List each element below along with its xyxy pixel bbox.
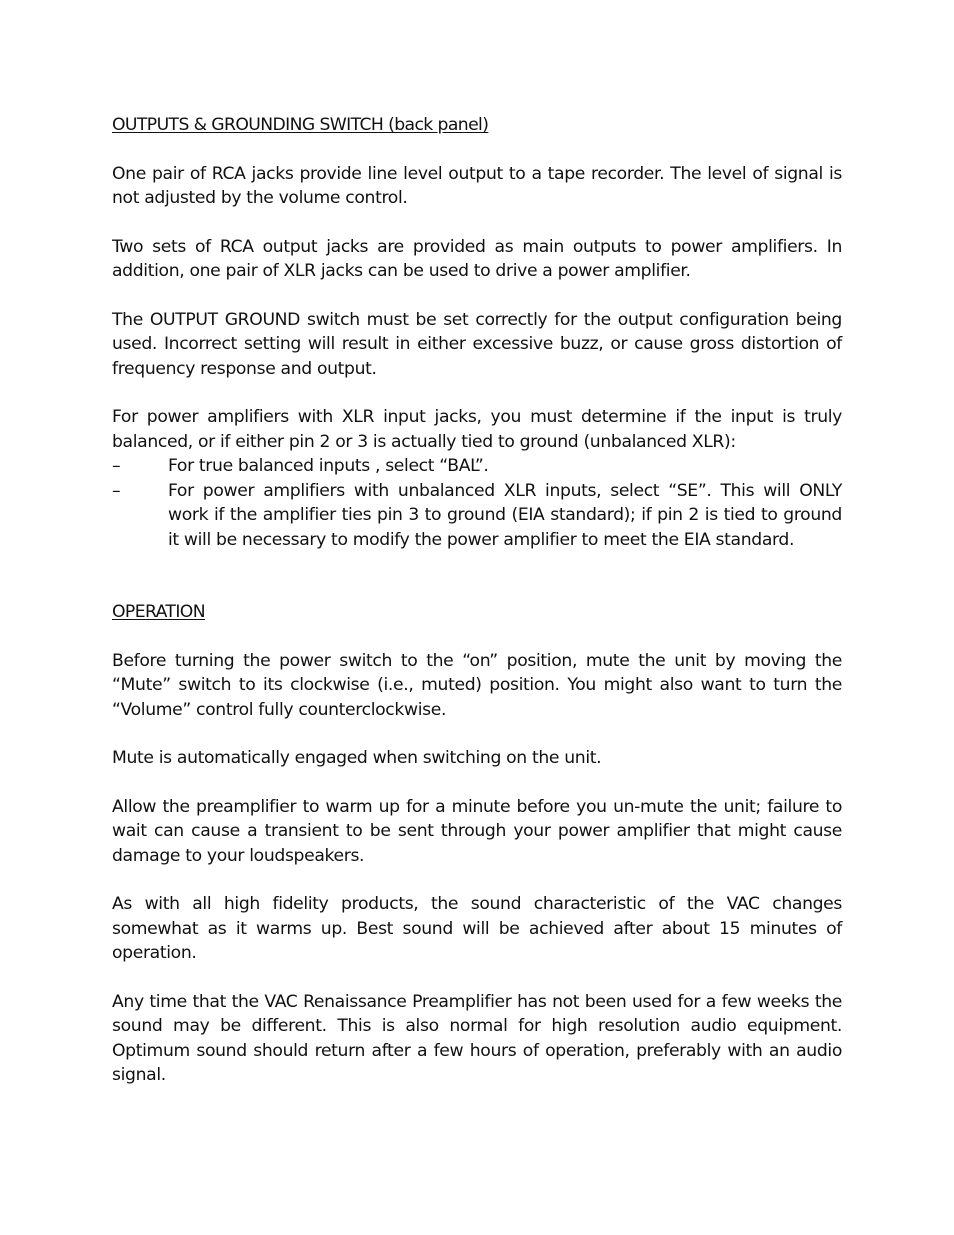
bullet-dash: – <box>112 480 121 501</box>
section-heading-outputs: OUTPUTS & GROUNDING SWITCH (back panel) <box>112 115 489 135</box>
bullet-item-balanced <box>112 454 842 479</box>
bullet-text: For true balanced inputs , select “BAL”. <box>168 456 489 476</box>
bullet-text: For power amplifiers with unbalanced XLR inputs, select “SE”. This will ONLY work if the amplifier ties pin 3 to ground (EIA standard); if pin 2 is tied to ground it will be necessary to modify the power amplifier to meet the EIA standard. <box>168 480 842 550</box>
paragraph-output-ground: The OUTPUT GROUND switch must be set correctly for the output configuration being used. Incorrect setting will result in either excessive buzz, or cause gross distortion of frequency response and output. <box>112 309 842 379</box>
bullet-dash: – <box>112 456 121 476</box>
paragraph-xlr-inputs: For power amplifiers with XLR input jacks, you must determine if the input is truly balanced, or if either pin 2 or 3 is actually tied to ground (unbalanced XLR): <box>112 407 842 452</box>
paragraph-mute-auto: Mute is automatically engaged when switching on the unit. <box>112 748 602 768</box>
paragraph-tape-output: One pair of RCA jacks provide line level output to a tape recorder. The level of signal is not adjusted by the volume control. <box>112 163 842 208</box>
bullet-item-unbalanced <box>112 479 842 553</box>
section-heading-operation: OPERATION <box>112 602 205 622</box>
paragraph-unused-weeks: Any time that the VAC Renaissance Preamplifier has not been used for a few weeks the sound may be different. This is also normal for high resolution audio equipment. Optimum sound should return after a few hours of operation, preferably with an audio signal. <box>112 991 842 1085</box>
paragraph-rca-outputs: Two sets of RCA output jacks are provided as main outputs to power amplifiers. In addition, one pair of XLR jacks can be used to drive a power amplifier. <box>112 236 842 281</box>
paragraph-sound-characteristic: As with all high fidelity products, the sound characteristic of the VAC changes somewhat as it warms up. Best sound will be achieved after about 15 minutes of operation. <box>112 894 842 963</box>
document-page <box>112 113 842 1088</box>
paragraph-warm-up: Allow the preamplifier to warm up for a minute before you un-mute the unit; failure to wait can cause a transient to be sent through your power amplifier that might cause damage to your loudspeakers. <box>112 796 842 866</box>
paragraph-power-on: Before turning the power switch to the “on” position, mute the unit by moving the “Mute” switch to its clockwise (i.e., muted) position. You might also want to turn the “Volume” control fully counterclockwise. <box>112 650 842 720</box>
